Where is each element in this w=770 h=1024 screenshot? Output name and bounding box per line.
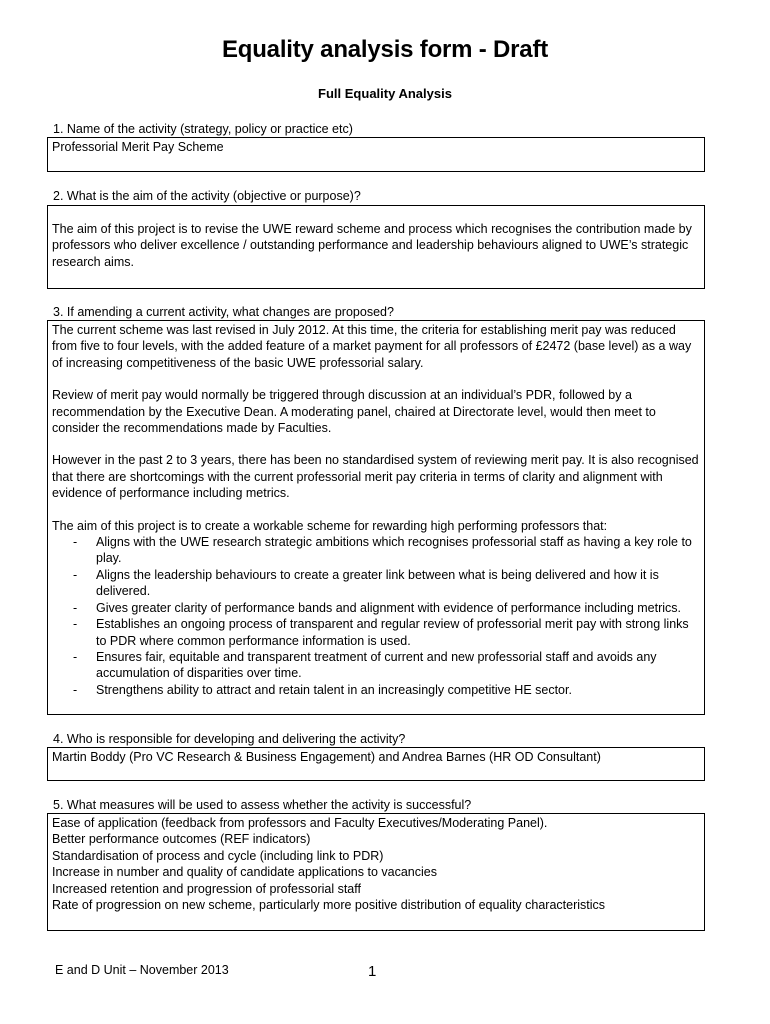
- list-item: - Aligns with the UWE research strategic ambitions which recognises professorial staff as having a key role to play.: [96, 534, 700, 567]
- answer-5-line: Standardisation of process and cycle (including link to PDR): [52, 848, 384, 863]
- answer-5-line: Rate of progression on new scheme, particularly more positive distribution of equality characteristics: [52, 898, 606, 913]
- answer-4-box: [47, 747, 705, 781]
- page-title: Equality analysis form - Draft: [221, 36, 549, 63]
- answer-3-paragraph: The aim of this project is to create a workable scheme for rewarding high performing professors that:: [52, 518, 608, 533]
- answer-2-text: The aim of this project is to revise the UWE reward scheme and process which recognises the contribution made by professors who deliver excellence / outstanding performance and leadership behaviours aligned to UWE’s strategic research aims.: [52, 222, 692, 269]
- question-4-label: 4. Who is responsible for developing and delivering the activity?: [53, 732, 406, 746]
- answer-3-paragraph: The current scheme was last revised in July 2012. At this time, the criteria for establishing merit pay was reduced from five to four levels, with the added feature of a market payment for all professors of £2472 (base level) as a way of increasing competitiveness of the basic UWE professorial salary.: [52, 323, 692, 370]
- answer-5-line: Increased retention and progression of professorial staff: [52, 881, 361, 896]
- page-number: 1: [368, 963, 377, 980]
- question-1-label: 1. Name of the activity (strategy, policy or practice etc): [53, 122, 353, 136]
- question-2-label: 2. What is the aim of the activity (objective or purpose)?: [53, 189, 361, 203]
- list-item: - Ensures fair, equitable and transparent treatment of current and new professorial staff and avoids any accumulation of disparities over time.: [96, 649, 700, 682]
- list-item: - Gives greater clarity of performance bands and alignment with evidence of performance including metrics.: [96, 600, 700, 616]
- answer-2-box: [47, 205, 705, 289]
- answer-3-box: [47, 320, 705, 715]
- list-item: - Establishes an ongoing process of transparent and regular review of professorial merit pay with strong links to PDR where common performance information is used.: [96, 616, 700, 649]
- answer-5-line: Better performance outcomes (REF indicators): [52, 832, 311, 847]
- answer-5-line: Ease of application (feedback from professors and Faculty Executives/Moderating Panel).: [52, 816, 548, 830]
- answer-1-text: Professorial Merit Pay Scheme: [52, 140, 224, 154]
- list-item: - Aligns the leadership behaviours to create a greater link between what is being delivered and how it is delivered.: [96, 567, 700, 600]
- answer-5-line: Increase in number and quality of candidate applications to vacancies: [52, 865, 437, 880]
- answer-1-box: [47, 137, 705, 172]
- page-subtitle: Full Equality Analysis: [318, 86, 452, 101]
- answer-3-bullet-list: [52, 534, 700, 698]
- list-item: - Strengthens ability to attract and retain talent in an increasingly competitive HE sector.: [96, 682, 700, 698]
- answer-4-text: Martin Boddy (Pro VC Research & Business Engagement) and Andrea Barnes (HR OD Consultant): [52, 750, 601, 764]
- answer-3-paragraph: However in the past 2 to 3 years, there has been no standardised system of reviewing merit pay. It is also recognised that there are shortcomings with the current professorial merit pay criteria in terms of clarity and alignment with evidence of performance including metrics.: [52, 453, 699, 501]
- answer-3-paragraph: Review of merit pay would normally be triggered through discussion at an individual’s PDR, followed by a recommendation by the Executive Dean. A moderating panel, chaired at Directorate level, would then meet to consider the recommendations made by Faculties.: [52, 388, 656, 436]
- answer-5-box: [47, 813, 705, 931]
- question-3-label: 3. If amending a current activity, what changes are proposed?: [53, 305, 394, 319]
- footer-text: E and D Unit – November 2013: [55, 963, 229, 977]
- question-5-label: 5. What measures will be used to assess whether the activity is successful?: [53, 798, 472, 812]
